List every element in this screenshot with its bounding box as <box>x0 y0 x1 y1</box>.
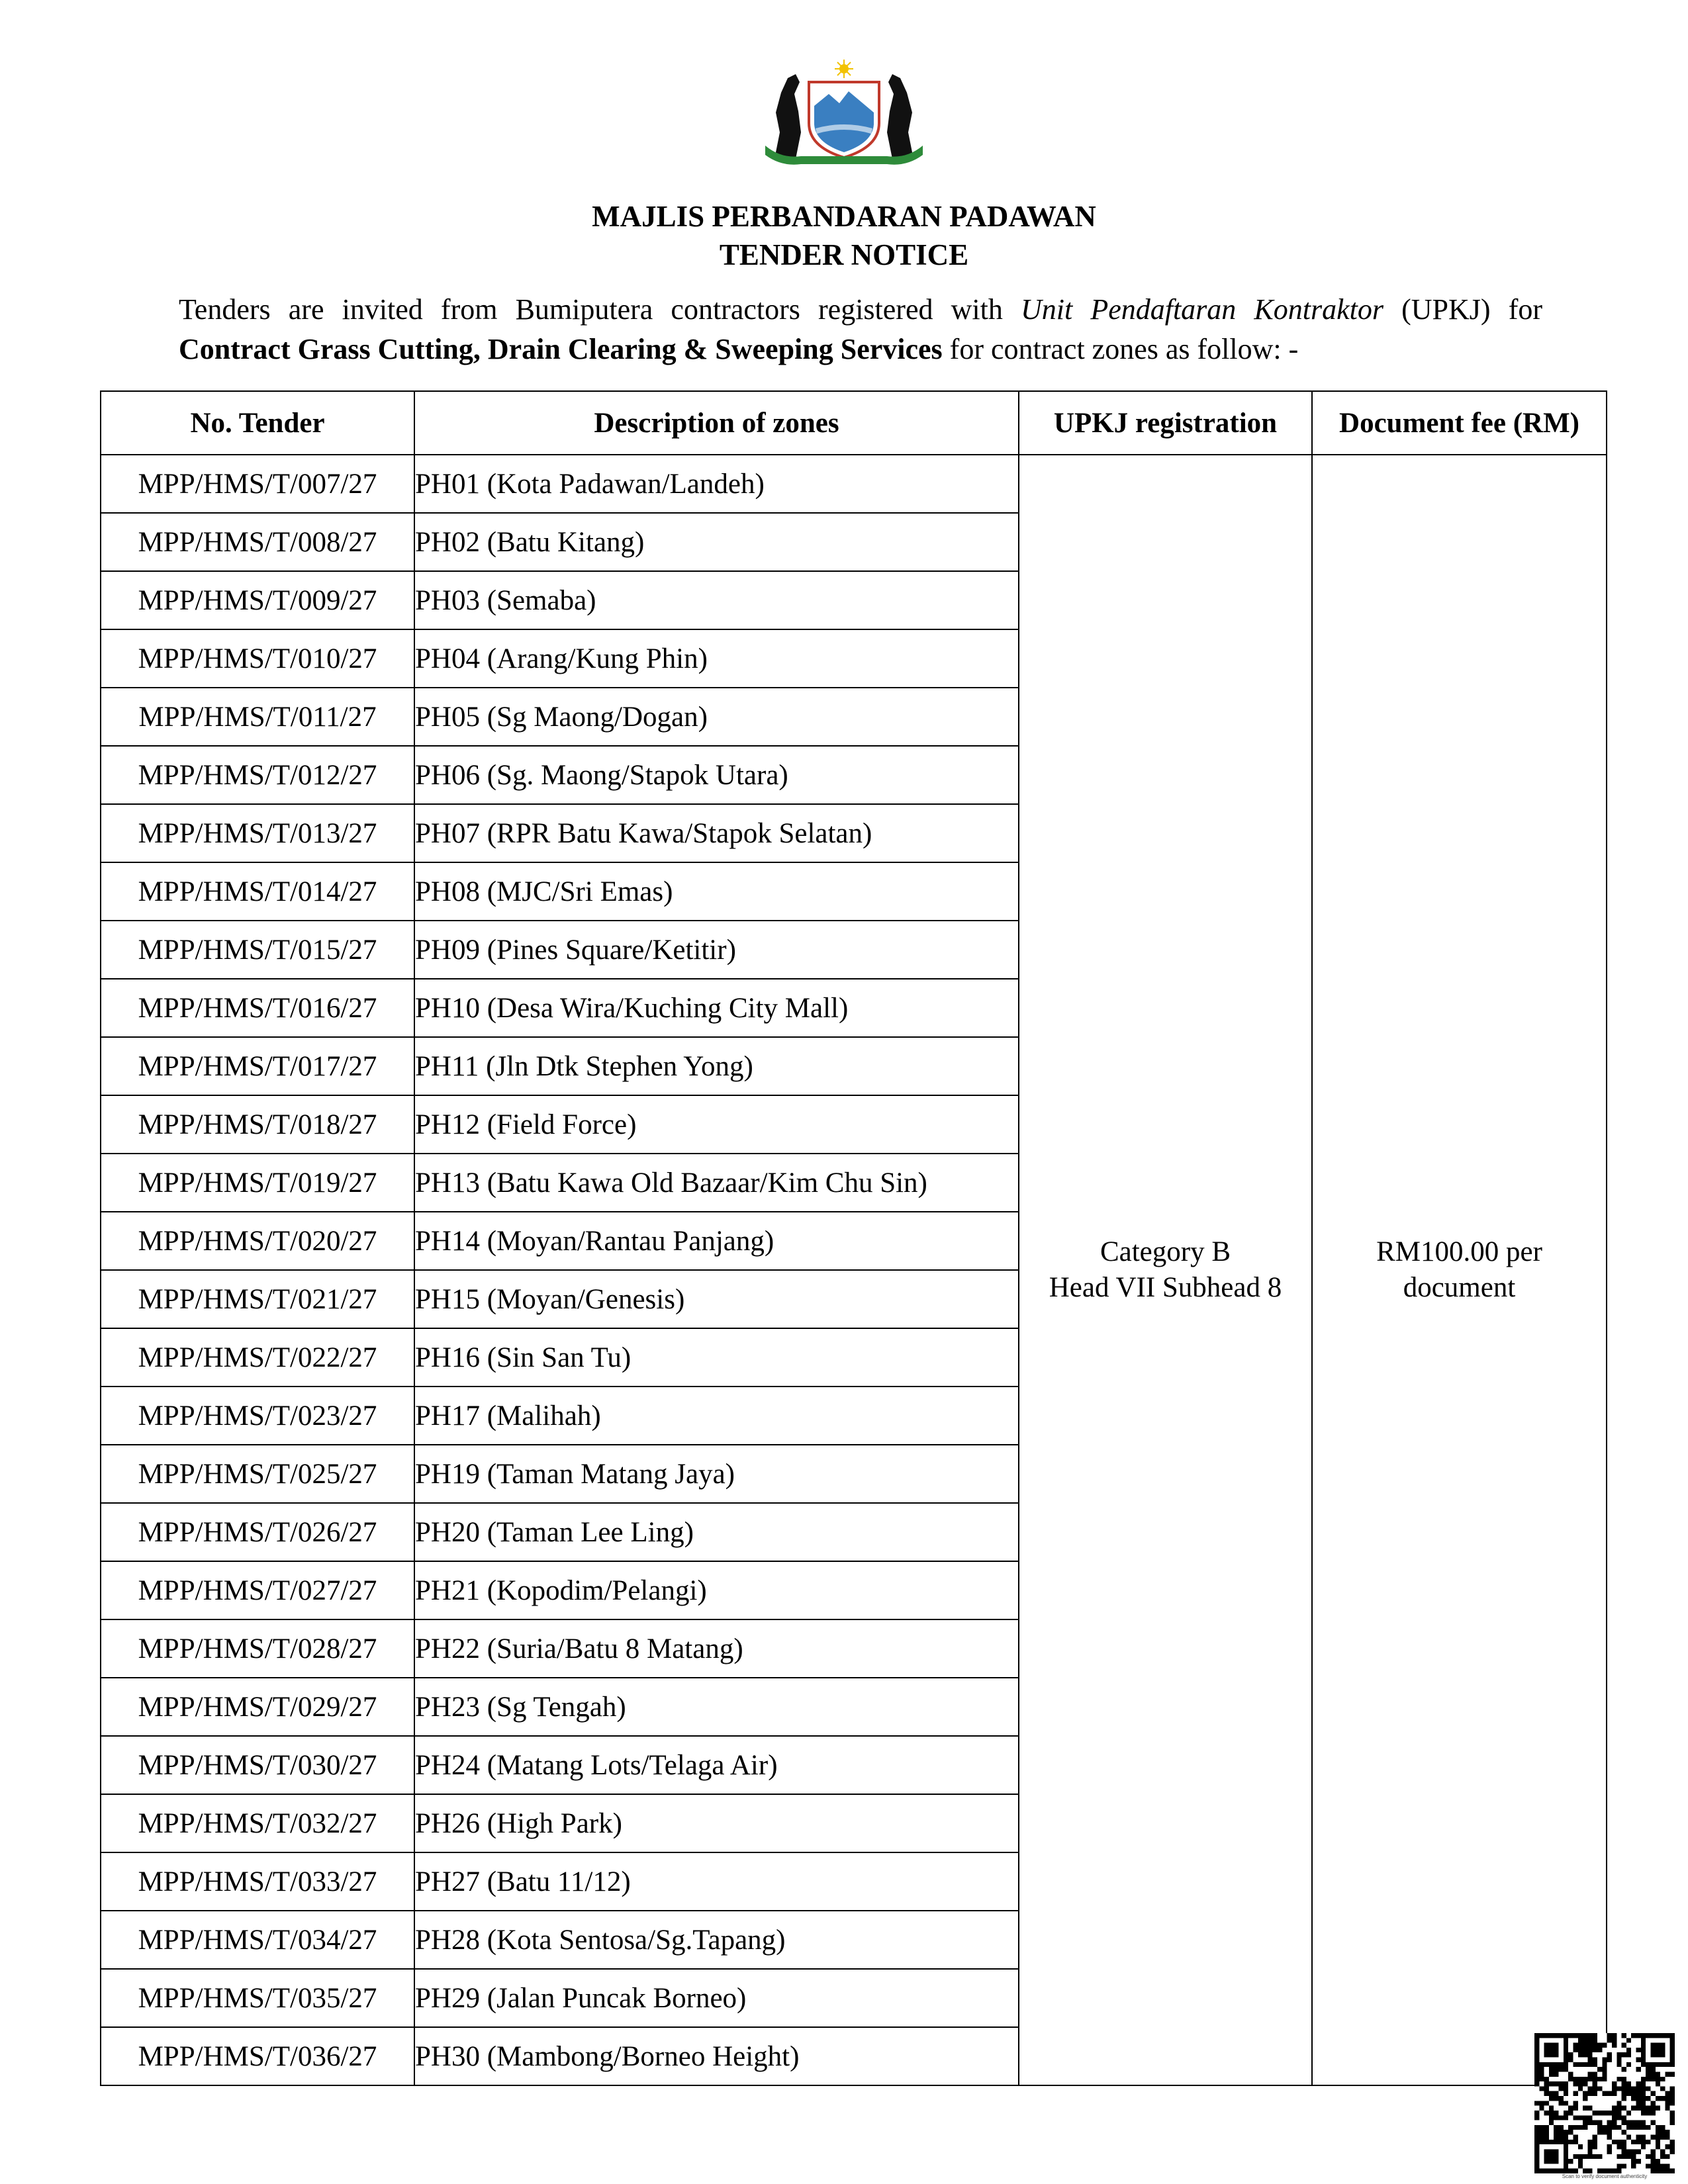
zone-description-cell: PH12 (Field Force) <box>414 1095 1019 1154</box>
tender-table <box>100 390 1607 2086</box>
zone-description-cell: PH27 (Batu 11/12) <box>414 1852 1019 1911</box>
tender-number-cell: MPP/HMS/T/016/27 <box>101 979 414 1037</box>
tender-number-cell: MPP/HMS/T/008/27 <box>101 513 414 571</box>
document-fee-unit: document <box>1403 1272 1516 1303</box>
zone-description-cell: PH07 (RPR Batu Kawa/Stapok Selatan) <box>414 804 1019 862</box>
zone-description-cell: PH14 (Moyan/Rantau Panjang) <box>414 1212 1019 1270</box>
zone-description-cell: PH15 (Moyan/Genesis) <box>414 1270 1019 1328</box>
zone-description-cell: PH02 (Batu Kitang) <box>414 513 1019 571</box>
zone-description-cell: PH19 (Taman Matang Jaya) <box>414 1445 1019 1503</box>
tender-number-cell: MPP/HMS/T/026/27 <box>101 1503 414 1561</box>
qr-caption: Scan to verify document authenticity <box>1562 2173 1648 2179</box>
zone-description-cell: PH20 (Taman Lee Ling) <box>414 1503 1019 1561</box>
zone-description-cell: PH17 (Malihah) <box>414 1387 1019 1445</box>
zone-description-cell: PH26 (High Park) <box>414 1794 1019 1852</box>
tender-number-cell: MPP/HMS/T/020/27 <box>101 1212 414 1270</box>
zone-description-cell: PH16 (Sin San Tu) <box>414 1328 1019 1387</box>
tender-number-cell: MPP/HMS/T/010/27 <box>101 629 414 688</box>
council-crest-logo <box>761 60 927 165</box>
tender-number-cell: MPP/HMS/T/007/27 <box>101 455 414 513</box>
upkj-head-subhead: Head VII Subhead 8 <box>1049 1272 1282 1303</box>
intro-paragraph <box>179 290 1542 369</box>
tender-number-cell: MPP/HMS/T/033/27 <box>101 1852 414 1911</box>
tender-number-cell: MPP/HMS/T/019/27 <box>101 1154 414 1212</box>
table-header-row <box>101 391 1607 455</box>
tender-number-cell: MPP/HMS/T/009/27 <box>101 571 414 629</box>
tender-number-cell: MPP/HMS/T/011/27 <box>101 688 414 746</box>
header-upkj: UPKJ registration <box>1019 391 1312 455</box>
tender-number-cell: MPP/HMS/T/035/27 <box>101 1969 414 2027</box>
document-fee-cell <box>1312 455 1607 2085</box>
tender-number-cell: MPP/HMS/T/030/27 <box>101 1736 414 1794</box>
qr-code-icon <box>1534 2033 1675 2173</box>
zone-description-cell: PH13 (Batu Kawa Old Bazaar/Kim Chu Sin) <box>414 1154 1019 1212</box>
contract-name: Contract Grass Cutting, Drain Clearing & Sweeping Services <box>179 333 943 365</box>
tender-number-cell: MPP/HMS/T/017/27 <box>101 1037 414 1095</box>
zone-description-cell: PH30 (Mambong/Borneo Height) <box>414 2027 1019 2085</box>
upkj-category: Category B <box>1100 1236 1231 1267</box>
tender-number-cell: MPP/HMS/T/015/27 <box>101 921 414 979</box>
tender-number-cell: MPP/HMS/T/023/27 <box>101 1387 414 1445</box>
zone-description-cell: PH10 (Desa Wira/Kuching City Mall) <box>414 979 1019 1037</box>
zone-description-cell: PH29 (Jalan Puncak Borneo) <box>414 1969 1019 2027</box>
zone-description-cell: PH11 (Jln Dtk Stephen Yong) <box>414 1037 1019 1095</box>
verification-qr-code <box>1534 2033 1675 2180</box>
intro-text-2: (UPKJ) for <box>1383 293 1543 326</box>
tender-number-cell: MPP/HMS/T/036/27 <box>101 2027 414 2085</box>
zone-description-cell: PH08 (MJC/Sri Emas) <box>414 862 1019 921</box>
tender-number-cell: MPP/HMS/T/013/27 <box>101 804 414 862</box>
zone-description-cell: PH01 (Kota Padawan/Landeh) <box>414 455 1019 513</box>
zone-description-cell: PH21 (Kopodim/Pelangi) <box>414 1561 1019 1619</box>
tender-number-cell: MPP/HMS/T/027/27 <box>101 1561 414 1619</box>
header-no-tender: No. Tender <box>101 391 414 455</box>
registry-name: Unit Pendaftaran Kontraktor <box>1020 293 1383 326</box>
zone-description-cell: PH23 (Sg Tengah) <box>414 1678 1019 1736</box>
organisation-name: MAJLIS PERBANDARAN PADAWAN <box>592 200 1096 233</box>
tender-number-cell: MPP/HMS/T/029/27 <box>101 1678 414 1736</box>
zone-description-cell: PH09 (Pines Square/Ketitir) <box>414 921 1019 979</box>
zone-description-cell: PH04 (Arang/Kung Phin) <box>414 629 1019 688</box>
zone-description-cell: PH22 (Suria/Batu 8 Matang) <box>414 1619 1019 1678</box>
notice-title: TENDER NOTICE <box>719 238 969 271</box>
tender-number-cell: MPP/HMS/T/028/27 <box>101 1619 414 1678</box>
tender-number-cell: MPP/HMS/T/034/27 <box>101 1911 414 1969</box>
zone-description-cell: PH05 (Sg Maong/Dogan) <box>414 688 1019 746</box>
tender-number-cell: MPP/HMS/T/012/27 <box>101 746 414 804</box>
tender-number-cell: MPP/HMS/T/018/27 <box>101 1095 414 1154</box>
intro-text-3: for contract zones as follow: - <box>942 333 1299 365</box>
document-fee-amount: RM100.00 per <box>1376 1236 1542 1267</box>
upkj-registration-cell <box>1019 455 1312 2085</box>
table-row <box>101 455 1607 513</box>
tender-number-cell: MPP/HMS/T/021/27 <box>101 1270 414 1328</box>
tender-number-cell: MPP/HMS/T/025/27 <box>101 1445 414 1503</box>
zone-description-cell: PH24 (Matang Lots/Telaga Air) <box>414 1736 1019 1794</box>
header-description: Description of zones <box>414 391 1019 455</box>
intro-text-1: Tenders are invited from Bumiputera contractors registered with <box>179 293 1021 326</box>
tender-number-cell: MPP/HMS/T/014/27 <box>101 862 414 921</box>
intro-line-1 <box>179 290 1542 330</box>
zone-description-cell: PH06 (Sg. Maong/Stapok Utara) <box>414 746 1019 804</box>
tender-table-body <box>101 455 1607 2085</box>
crest-emblem-icon <box>761 60 927 165</box>
zone-description-cell: PH28 (Kota Sentosa/Sg.Tapang) <box>414 1911 1019 1969</box>
zone-description-cell: PH03 (Semaba) <box>414 571 1019 629</box>
header-document-fee: Document fee (RM) <box>1312 391 1607 455</box>
tender-number-cell: MPP/HMS/T/032/27 <box>101 1794 414 1852</box>
tender-number-cell: MPP/HMS/T/022/27 <box>101 1328 414 1387</box>
